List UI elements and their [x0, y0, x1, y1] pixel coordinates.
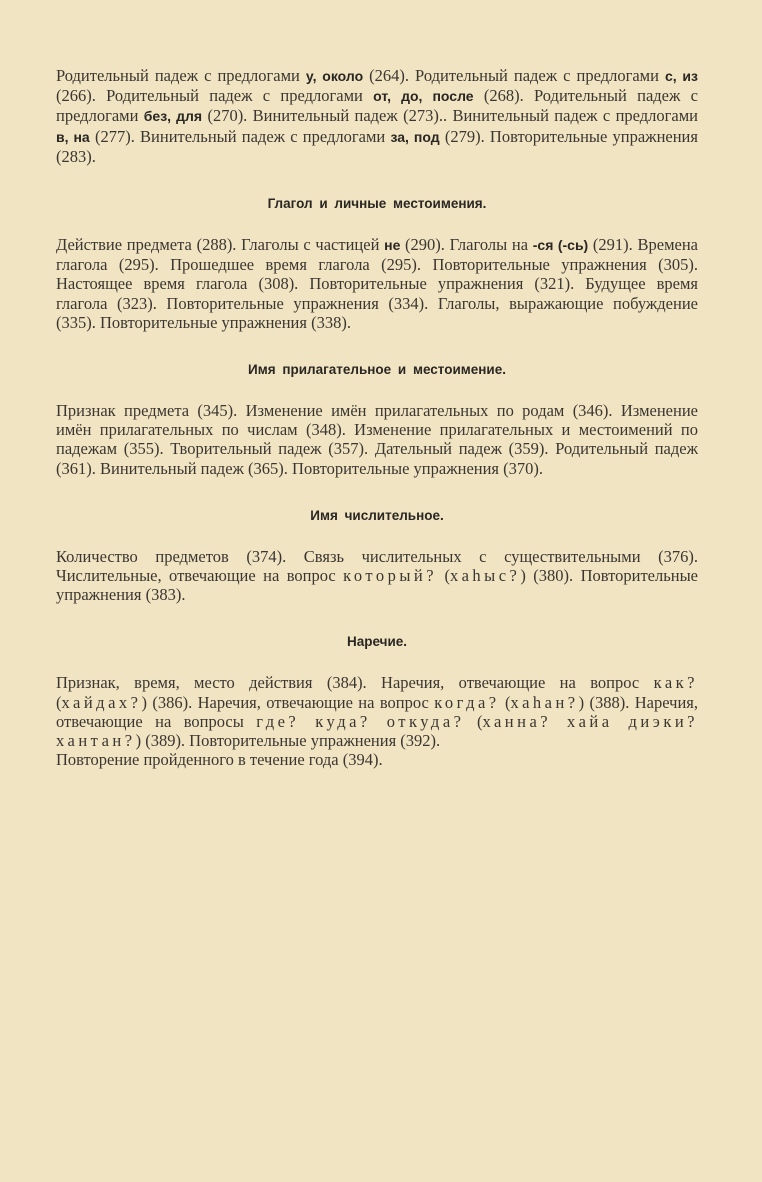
- paragraph: [56, 235, 698, 332]
- text-segment: (264). Родительный падеж с предлогами: [363, 66, 665, 85]
- bold-term: не: [384, 237, 401, 254]
- paragraph: [56, 401, 698, 478]
- text-segment: Количество предметов (374). Связь числительных с существительными (376). Числительные, отвечающие на вопрос: [56, 546, 698, 586]
- paragraph: [56, 66, 698, 166]
- text-segment: Повторение пройденного в течение года (394).: [56, 750, 383, 770]
- paragraph: [56, 673, 698, 750]
- bold-term: с, из: [664, 68, 698, 84]
- spaced-term: когда?: [434, 692, 500, 712]
- text-segment: ) (380). Повторительные упражнения (383).: [56, 566, 699, 605]
- text-segment: (266). Родительный падеж с предлогами: [56, 86, 374, 106]
- section-heading: Имя числительное.: [310, 507, 444, 523]
- spaced-term: хаhыс?: [450, 566, 521, 586]
- text-segment: (290). Глаголы на: [400, 235, 533, 255]
- text-segment: (291). Времена глагола (295). Прошедшее время глагола (295). Повторительные упражнения (305). Настоящее время глагола (308). Повторительные упражнения (321). Будущее время глагола (323). Повторительные упражнения (334). Глаголы, выражающие побуждение (335). Повторительные упражнения (338).: [56, 235, 698, 332]
- paragraph: [56, 750, 698, 769]
- spaced-term: который?: [343, 566, 438, 586]
- bold-term: от, до, после: [373, 88, 474, 105]
- text-segment: Родительный падеж с предлогами: [56, 66, 306, 85]
- spaced-term: как?: [653, 673, 698, 693]
- text-segment: ) (386). Наречия, отвечающие на вопрос: [141, 692, 435, 712]
- section-heading: Глагол и личные местоимения.: [267, 196, 487, 212]
- text-segment: Признак, время, место действия (384). Наречия, отвечающие на вопрос: [56, 673, 654, 693]
- spaced-term: где? куда? откуда?: [256, 711, 465, 731]
- spaced-term: ханна? хайа диэки? хантан?: [56, 711, 698, 751]
- bold-term: в, на: [56, 128, 90, 145]
- text-segment: (: [56, 692, 62, 712]
- text-segment: ) (388). Наречия, отвечающие на вопросы: [56, 692, 698, 731]
- bold-term: без, для: [143, 108, 203, 125]
- spaced-term: хаhан?: [510, 692, 579, 712]
- text-segment: (279). Повторительные упражнения (283).: [56, 126, 698, 166]
- bold-term: у, около: [305, 68, 364, 84]
- text-segment: (277). Винительный падеж с предлогами: [89, 126, 391, 146]
- text-segment: (270). Винительный падеж (273).. Винительный падеж с предлогами: [202, 106, 699, 126]
- section-heading: Имя прилагательное и местоимение.: [248, 362, 506, 378]
- section-heading: Наречие.: [346, 634, 408, 650]
- text-segment: (: [499, 692, 511, 712]
- text-segment: ) (389). Повторительные упражнения (392).: [135, 731, 441, 751]
- text-segment: (: [464, 711, 483, 731]
- bold-term: -ся (-сь): [532, 237, 589, 254]
- text-segment: (: [437, 566, 451, 586]
- text-segment: Признак предмета (345). Изменение имён прилагательных по родам (346). Изменение имён прилагательных по числам (348). Изменение прилагательных и местоимений по падежам (355). Творительный падеж (357). Дательный падеж (359). Родительный падеж (361). Винительный падеж (365). Повторительные упражнения (370).: [56, 401, 698, 478]
- paragraph: [56, 547, 698, 605]
- document-page: [56, 66, 698, 769]
- text-segment: (268). Родительный падеж с предлогами: [56, 86, 698, 126]
- text-segment: Действие предмета (288). Глаголы с частицей: [56, 235, 385, 255]
- bold-term: за, под: [390, 128, 440, 145]
- spaced-term: хайдах?: [61, 692, 142, 712]
